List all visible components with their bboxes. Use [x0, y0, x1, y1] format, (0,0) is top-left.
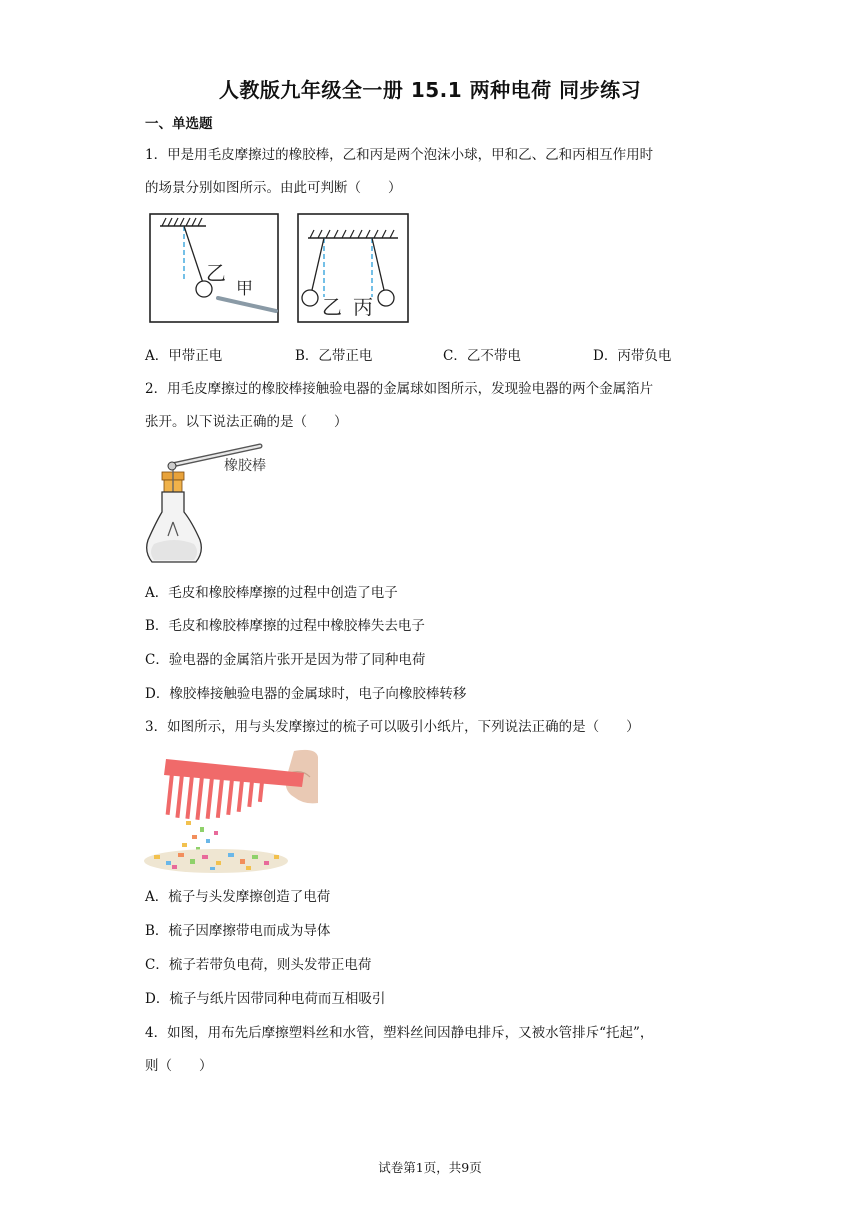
q2-stem-line2: 张开。以下说法正确的是（ ） — [145, 414, 348, 430]
ball-yi-right — [302, 290, 318, 306]
label-yi-right: 乙 — [322, 295, 342, 319]
ball-bing — [378, 290, 394, 306]
q1-option-c[interactable]: C．乙不带电 — [443, 348, 521, 364]
q3-stem-line1: 3．如图所示，用与头发摩擦过的梳子可以吸引小纸片，下列说法正确的是（ ） — [145, 719, 640, 735]
q1-stem-line2: 的场景分别如图所示。由此可判断（ ） — [145, 180, 402, 196]
q3-option-c[interactable]: C．梳子若带负电荷，则头发带正电荷 — [145, 957, 372, 973]
q3-option-a[interactable]: A．梳子与头发摩擦创造了电荷 — [145, 889, 331, 905]
q3-option-d[interactable]: D．梳子与纸片因带同种电荷而互相吸引 — [145, 991, 386, 1007]
q1-option-d[interactable]: D．丙带负电 — [593, 348, 672, 364]
q2-option-d[interactable]: D．橡胶棒接触验电器的金属球时，电子向橡胶棒转移 — [145, 686, 467, 702]
q1-figure — [148, 212, 410, 324]
section-heading: 一、单选题 — [145, 116, 213, 132]
label-bing: 丙 — [353, 295, 373, 319]
q1-option-b[interactable]: B．乙带正电 — [295, 348, 373, 364]
rubber-rod-label: 橡胶棒 — [224, 458, 266, 474]
q2-option-a[interactable]: A．毛皮和橡胶棒摩擦的过程中创造了电子 — [145, 585, 398, 601]
q3-comb-figure — [144, 743, 318, 873]
rubber-rod-jia — [218, 298, 276, 311]
q4-stem-line1: 4．如图，用布先后摩擦塑料丝和水管，塑料丝间因静电排斥，又被水管排斥“托起”， — [145, 1025, 654, 1041]
page-footer: 试卷第1页，共9页 — [378, 1160, 482, 1175]
q2-stem-line1: 2．用毛皮摩擦过的橡胶棒接触验电器的金属球如图所示，发现验电器的两个金属箔片 — [145, 381, 654, 397]
q4-stem-line2: 则（ ） — [145, 1058, 213, 1074]
q3-option-b[interactable]: B．梳子因摩擦带电而成为导体 — [145, 923, 331, 939]
q1-option-a[interactable]: A．甲带正电 — [145, 348, 223, 364]
label-jia: 甲 — [236, 279, 253, 299]
q1-stem-line1: 1．甲是用毛皮摩擦过的橡胶棒，乙和丙是两个泡沫小球，甲和乙、乙和丙相互作用时 — [145, 147, 654, 163]
q2-electroscope-figure — [142, 440, 282, 570]
q2-option-c[interactable]: C．验电器的金属箔片张开是因为带了同种电荷 — [145, 652, 426, 668]
label-yi-left: 乙 — [206, 261, 226, 285]
q2-option-b[interactable]: B．毛皮和橡胶棒摩擦的过程中橡胶棒失去电子 — [145, 618, 425, 634]
q1-options — [145, 344, 725, 364]
page-title: 人教版九年级全一册 15.1 两种电荷 同步练习 — [218, 78, 642, 102]
